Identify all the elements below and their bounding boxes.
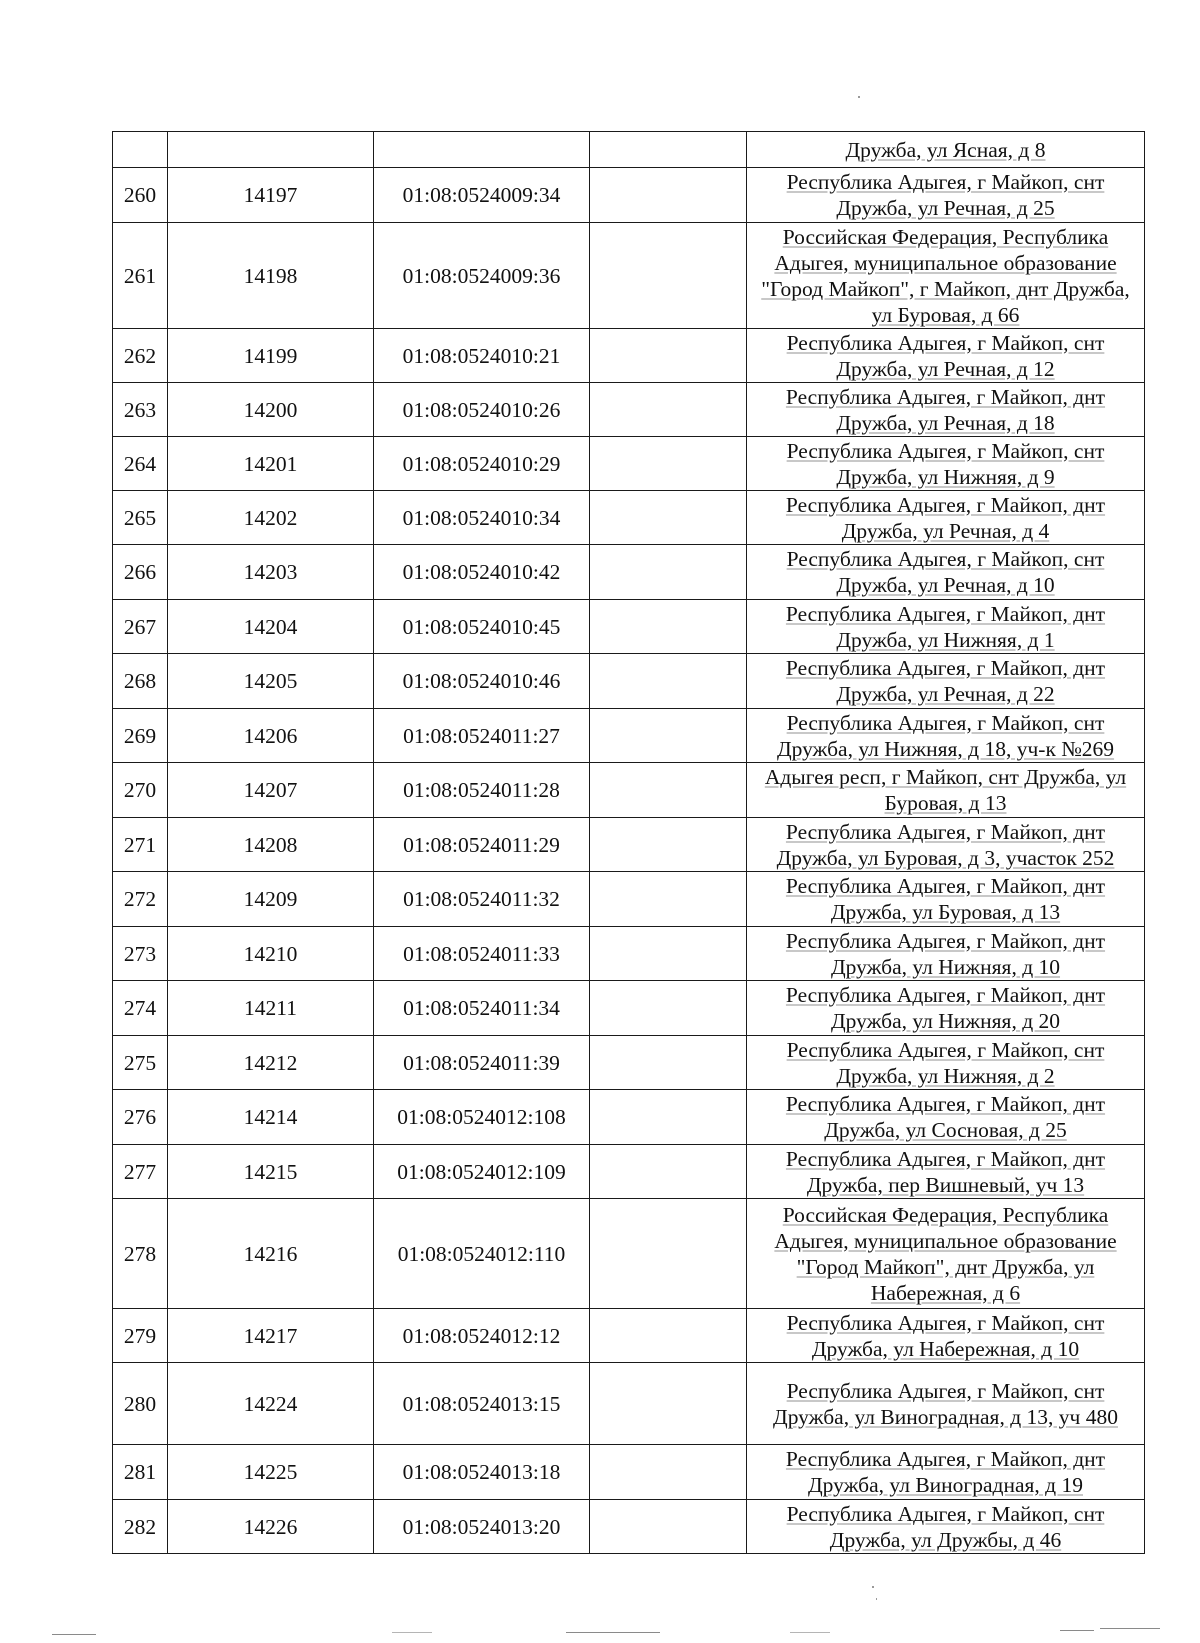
scan-speck [858,96,860,98]
blank-cell [590,872,747,927]
record-id-cell: 14201 [168,437,374,491]
record-id-cell: 14226 [168,1500,374,1554]
scan-edge-line [790,1632,830,1633]
cadastral-number-cell: 01:08:0524011:27 [374,709,590,763]
blank-cell [590,763,747,818]
blank-cell [590,1445,747,1500]
record-id-cell: 14215 [168,1145,374,1199]
record-id-cell: 14224 [168,1363,374,1445]
table-row [113,1500,1145,1554]
cadastral-number-cell: 01:08:0524011:29 [374,818,590,872]
land-plot-registry-table [112,131,1145,1554]
address-cell: Республика Адыгея, г Майкоп, снт Дружба, ул Дружбы, д 46 [747,1500,1145,1554]
cadastral-number-cell: 01:08:0524013:15 [374,1363,590,1445]
address-cell: Республика Адыгея, г Майкоп, снт Дружба, ул Речная, д 25 [747,168,1145,223]
row-number-cell: 265 [113,491,168,545]
address-cell: Республика Адыгея, г Майкоп, днт Дружба, ул Буровая, д 3, участок 252 [747,818,1145,872]
table-row [113,1309,1145,1363]
blank-cell [590,1309,747,1363]
blank-cell [590,545,747,600]
record-id-cell: 14211 [168,981,374,1036]
scan-edge-line [566,1632,660,1633]
registry-table-body [113,132,1145,1554]
address-cell: Республика Адыгея, г Майкоп, снт Дружба, ул Нижняя, д 2 [747,1036,1145,1090]
row-number-cell: 280 [113,1363,168,1445]
blank-cell [590,1036,747,1090]
address-cell: Республика Адыгея, г Майкоп, днт Дружба, ул Сосновая, д 25 [747,1090,1145,1145]
blank-cell [590,654,747,709]
row-number-cell: 264 [113,437,168,491]
cadastral-number-cell [374,132,590,168]
table-row [113,491,1145,545]
table-row [113,872,1145,927]
record-id-cell: 14217 [168,1309,374,1363]
record-id-cell: 14205 [168,654,374,709]
record-id-cell: 14204 [168,600,374,654]
cadastral-number-cell: 01:08:0524010:42 [374,545,590,600]
row-number-cell: 263 [113,383,168,437]
cadastral-number-cell: 01:08:0524009:36 [374,223,590,329]
blank-cell [590,223,747,329]
record-id-cell: 14202 [168,491,374,545]
record-id-cell: 14200 [168,383,374,437]
cadastral-number-cell: 01:08:0524010:21 [374,329,590,383]
table-row [113,1145,1145,1199]
record-id-cell: 14207 [168,763,374,818]
address-cell: Республика Адыгея, г Майкоп, днт Дружба, ул Речная, д 22 [747,654,1145,709]
cadastral-number-cell: 01:08:0524011:39 [374,1036,590,1090]
row-number-cell: 268 [113,654,168,709]
row-number-cell: 282 [113,1500,168,1554]
table-row [113,600,1145,654]
blank-cell [590,383,747,437]
cadastral-number-cell: 01:08:0524012:109 [374,1145,590,1199]
record-id-cell: 14197 [168,168,374,223]
cadastral-number-cell: 01:08:0524011:32 [374,872,590,927]
row-number-cell: 277 [113,1145,168,1199]
record-id-cell: 14198 [168,223,374,329]
row-number-cell: 279 [113,1309,168,1363]
cadastral-number-cell: 01:08:0524013:20 [374,1500,590,1554]
table-row [113,1036,1145,1090]
row-number-cell: 272 [113,872,168,927]
record-id-cell: 14212 [168,1036,374,1090]
address-cell: Республика Адыгея, г Майкоп, днт Дружба, ул Нижняя, д 10 [747,927,1145,981]
record-id-cell: 14210 [168,927,374,981]
cadastral-number-cell: 01:08:0524010:45 [374,600,590,654]
address-cell: Республика Адыгея, г Майкоп, днт Дружба, ул Речная, д 18 [747,383,1145,437]
address-cell: Российская Федерация, Республика Адыгея, муниципальное образование "Город Майкоп", днт Дружба, ул Набережная, д 6 [747,1199,1145,1309]
row-number-cell: 274 [113,981,168,1036]
row-number-cell: 271 [113,818,168,872]
blank-cell [590,927,747,981]
table-row [113,763,1145,818]
blank-cell [590,709,747,763]
table-row [113,818,1145,872]
address-cell: Республика Адыгея, г Майкоп, днт Дружба, ул Речная, д 4 [747,491,1145,545]
cadastral-number-cell: 01:08:0524012:12 [374,1309,590,1363]
table-row [113,329,1145,383]
table-row [113,1363,1145,1445]
blank-cell [590,329,747,383]
scan-edge-line [52,1634,96,1635]
table-row [113,545,1145,600]
record-id-cell: 14203 [168,545,374,600]
address-cell: Республика Адыгея, г Майкоп, днт Дружба, ул Нижняя, д 1 [747,600,1145,654]
row-number-cell: 270 [113,763,168,818]
scan-edge-line [392,1632,432,1633]
blank-cell [590,437,747,491]
table-row [113,132,1145,168]
table-row [113,1090,1145,1145]
scan-edge-line [1060,1630,1094,1631]
address-cell: Республика Адыгея, г Майкоп, днт Дружба, ул Виноградная, д 19 [747,1445,1145,1500]
row-number-cell: 267 [113,600,168,654]
record-id-cell [168,132,374,168]
scan-speck [872,1586,874,1588]
blank-cell [590,1199,747,1309]
table-row [113,981,1145,1036]
row-number-cell: 278 [113,1199,168,1309]
table-row [113,168,1145,223]
blank-cell [590,1145,747,1199]
address-cell: Российская Федерация, Республика Адыгея, муниципальное образование "Город Майкоп", г Майкоп, днт Дружба, ул Буровая, д 66 [747,223,1145,329]
record-id-cell: 14208 [168,818,374,872]
row-number-cell: 281 [113,1445,168,1500]
address-cell: Республика Адыгея, г Майкоп, днт Дружба, пер Вишневый, уч 13 [747,1145,1145,1199]
table-row [113,437,1145,491]
address-cell: Республика Адыгея, г Майкоп, днт Дружба, ул Буровая, д 13 [747,872,1145,927]
cadastral-number-cell: 01:08:0524010:34 [374,491,590,545]
blank-cell [590,491,747,545]
table-row [113,1199,1145,1309]
row-number-cell: 260 [113,168,168,223]
record-id-cell: 14206 [168,709,374,763]
cadastral-number-cell: 01:08:0524013:18 [374,1445,590,1500]
row-number-cell: 273 [113,927,168,981]
record-id-cell: 14214 [168,1090,374,1145]
scan-speck [876,1598,877,1600]
row-number-cell: 275 [113,1036,168,1090]
blank-cell [590,600,747,654]
table-row [113,223,1145,329]
cadastral-number-cell: 01:08:0524010:29 [374,437,590,491]
cadastral-number-cell: 01:08:0524012:108 [374,1090,590,1145]
cadastral-number-cell: 01:08:0524009:34 [374,168,590,223]
address-cell: Адыгея респ, г Майкоп, снт Дружба, ул Буровая, д 13 [747,763,1145,818]
blank-cell [590,132,747,168]
address-cell: Республика Адыгея, г Майкоп, снт Дружба, ул Виноградная, д 13, уч 480 [747,1363,1145,1445]
row-number-cell [113,132,168,168]
table-row [113,383,1145,437]
table-row [113,927,1145,981]
cadastral-number-cell: 01:08:0524011:34 [374,981,590,1036]
scan-edge-line [1100,1628,1160,1629]
record-id-cell: 14199 [168,329,374,383]
record-id-cell: 14216 [168,1199,374,1309]
address-cell: Республика Адыгея, г Майкоп, снт Дружба, ул Нижняя, д 18, уч-к №269 [747,709,1145,763]
table-row [113,654,1145,709]
record-id-cell: 14209 [168,872,374,927]
row-number-cell: 266 [113,545,168,600]
blank-cell [590,1363,747,1445]
cadastral-number-cell: 01:08:0524011:33 [374,927,590,981]
cadastral-number-cell: 01:08:0524010:26 [374,383,590,437]
address-cell: Республика Адыгея, г Майкоп, снт Дружба, ул Нижняя, д 9 [747,437,1145,491]
row-number-cell: 261 [113,223,168,329]
address-cell: Дружба, ул Ясная, д 8 [747,132,1145,168]
address-cell: Республика Адыгея, г Майкоп, снт Дружба, ул Речная, д 10 [747,545,1145,600]
blank-cell [590,818,747,872]
table-row [113,709,1145,763]
blank-cell [590,168,747,223]
blank-cell [590,1500,747,1554]
address-cell: Республика Адыгея, г Майкоп, днт Дружба, ул Нижняя, д 20 [747,981,1145,1036]
row-number-cell: 269 [113,709,168,763]
record-id-cell: 14225 [168,1445,374,1500]
address-cell: Республика Адыгея, г Майкоп, снт Дружба, ул Речная, д 12 [747,329,1145,383]
cadastral-number-cell: 01:08:0524010:46 [374,654,590,709]
cadastral-number-cell: 01:08:0524011:28 [374,763,590,818]
address-cell: Республика Адыгея, г Майкоп, снт Дружба, ул Набережная, д 10 [747,1309,1145,1363]
blank-cell [590,981,747,1036]
row-number-cell: 276 [113,1090,168,1145]
cadastral-number-cell: 01:08:0524012:110 [374,1199,590,1309]
table-row [113,1445,1145,1500]
row-number-cell: 262 [113,329,168,383]
blank-cell [590,1090,747,1145]
